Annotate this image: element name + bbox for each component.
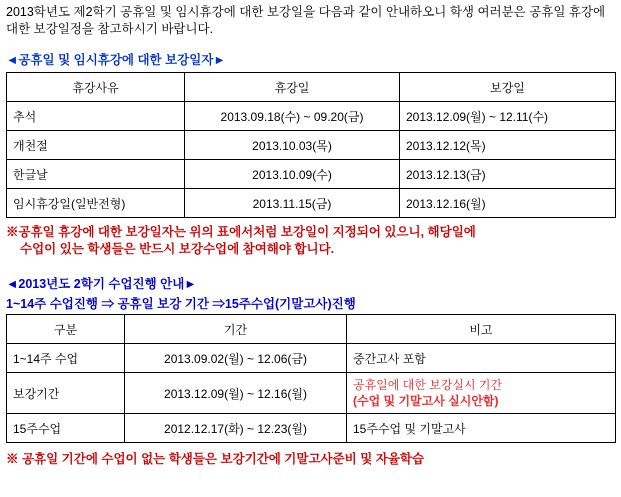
cell-remark: 15주수업 및 기말고사: [347, 414, 616, 443]
cell-reason: 추석: [7, 102, 185, 131]
cell-reason: 한글날: [7, 160, 185, 189]
cell-division: 1~14주 수업: [7, 344, 125, 373]
section1-heading: ◄공휴일 및 임시휴강에 대한 보강일자►: [6, 53, 226, 67]
makeup-schedule-table: [6, 72, 616, 218]
column-header-reason: 휴강사유: [7, 73, 185, 102]
cell-remark: [347, 373, 616, 414]
cell-remark: 중간고사 포함: [347, 344, 616, 373]
spacer: [6, 258, 615, 274]
section1-note-line1: ※공휴일 휴강에 대한 보강일자는 위의 표에서처럼 보강일이 지정되어 있으니, 해당일에: [6, 225, 476, 239]
cell-off-date: 2013.10.09(수): [185, 160, 400, 189]
cell-period: 2012.12.17(화) ~ 12.23(월): [125, 414, 347, 443]
cell-off-date: 2013.09.18(수) ~ 09.20(금): [185, 102, 400, 131]
table-row: [7, 189, 616, 218]
cell-off-date: 2013.11.15(금): [185, 189, 400, 218]
table-row: [7, 160, 616, 189]
cell-division: 보강기간: [7, 373, 125, 414]
column-header-period: 기간: [125, 315, 347, 344]
cell-makeup-date: 2013.12.12(목): [400, 131, 616, 160]
section2-subheading: 1~14주 수업진행 ⇒ 공휴일 보강 기간 ⇒15주수업(기말고사)진행: [6, 297, 356, 311]
cell-period: 2013.12.09(월) ~ 12.16(월): [125, 373, 347, 414]
table-row: [7, 344, 616, 373]
column-header-division: 구분: [7, 315, 125, 344]
cell-remark-line1: 공휴일에 대한 보강실시 기간: [353, 378, 503, 392]
table-row: [7, 373, 616, 414]
cell-reason: 개천절: [7, 131, 185, 160]
class-progress-table: [6, 314, 616, 443]
cell-off-date: 2013.10.03(목): [185, 131, 400, 160]
table-header-row: [7, 73, 616, 102]
column-header-off-date: 휴강일: [185, 73, 400, 102]
column-header-remark: 비고: [347, 315, 616, 344]
cell-remark-line2: (수업 및 기말고사 실시안함): [353, 394, 499, 408]
cell-period: 2013.09.02(월) ~ 12.06(금): [125, 344, 347, 373]
cell-division: 15주수업: [7, 414, 125, 443]
section2-heading: ◄2013년도 2학기 수업진행 안내►: [6, 277, 197, 291]
cell-makeup-date: 2013.12.13(금): [400, 160, 616, 189]
section1-note: [6, 224, 615, 258]
section1-note-line2: 수업이 있는 학생들은 반드시 보강수업에 참여해야 합니다.: [20, 242, 335, 256]
intro-paragraph: 2013학년도 제2학기 공휴일 및 임시휴강에 대한 보강일을 다음과 같이 안내하오니 학생 여러분은 공휴일 휴강에 대한 보강일정을 참고하시기 바랍니다.: [6, 5, 606, 36]
table-row: [7, 414, 616, 443]
table-header-row: [7, 315, 616, 344]
table-row: [7, 102, 616, 131]
bottom-note: ※ 공휴일 기간에 수업이 없는 학생들은 보강기간에 기말고사준비 및 자율학습: [6, 452, 425, 466]
cell-makeup-date: 2013.12.16(월): [400, 189, 616, 218]
cell-makeup-date: 2013.12.09(월) ~ 12.11(수): [400, 102, 616, 131]
cell-reason: 임시휴강일(일반전형): [7, 189, 185, 218]
table-row: [7, 131, 616, 160]
column-header-makeup-date: 보강일: [400, 73, 616, 102]
